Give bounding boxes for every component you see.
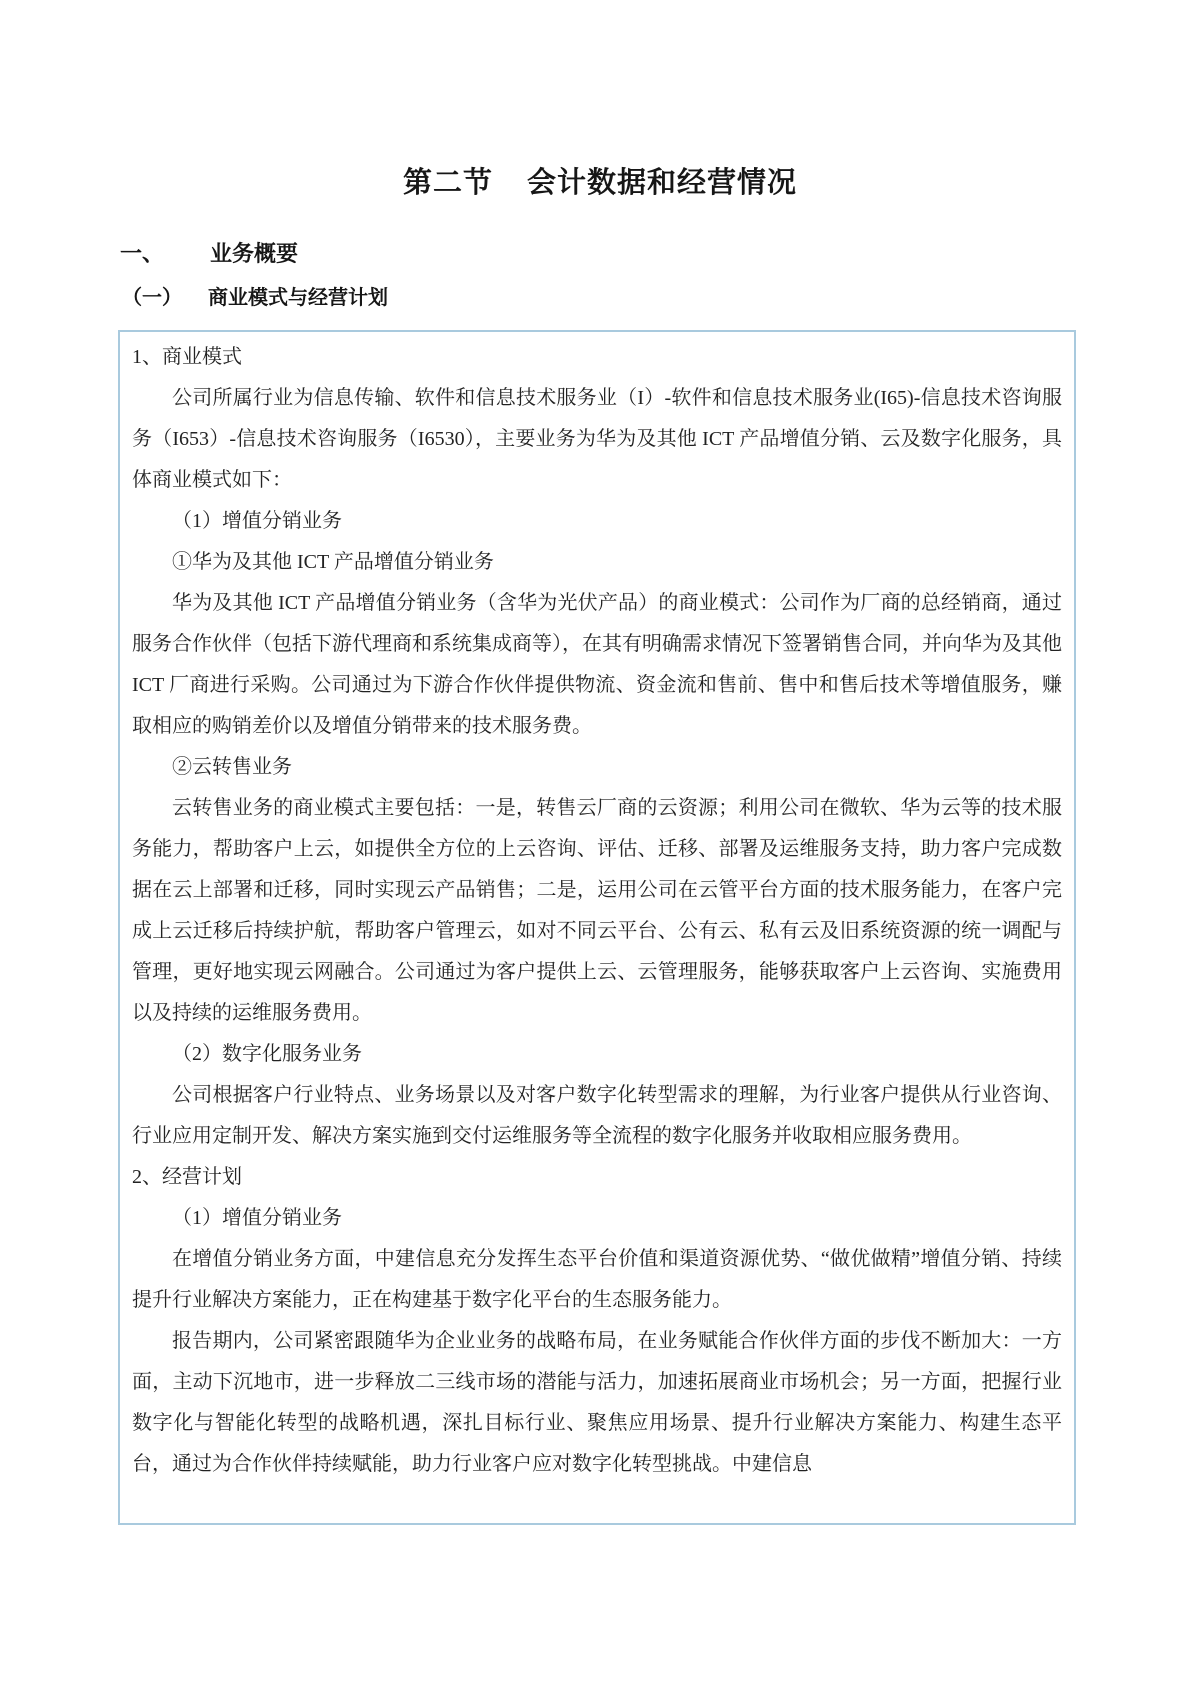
paragraph: （1）增值分销业务 <box>172 1207 342 1229</box>
heading-business-overview <box>120 237 298 268</box>
paragraph: 公司根据客户行业特点、业务场景以及对客户数字化转型需求的理解，为行业客户提供从行业咨询、行业应用定制开发、解决方案实施到交付运维服务等全流程的数字化服务并收取相应服务费用。 <box>132 1084 1062 1147</box>
paragraph: 公司所属行业为信息传输、软件和信息技术服务业（I）-软件和信息技术服务业(I65)-信息技术咨询服务（I653）-信息技术咨询服务（I6530），主要业务为华为及其他 ICT 产品增值分销、云及数字化服务，具体商业模式如下： <box>132 387 1062 491</box>
content-box <box>118 330 1076 1525</box>
section-title <box>0 160 1200 201</box>
heading-business-overview-label: 业务概要 <box>210 241 299 266</box>
section-title-number: 第二节 <box>402 167 493 199</box>
heading-business-model-plan-number: （一） <box>122 287 182 309</box>
paragraph: 2、经营计划 <box>132 1166 242 1188</box>
section-title-text: 会计数据和经营情况 <box>527 167 798 199</box>
paragraph: （1）增值分销业务 <box>172 510 342 532</box>
paragraph: （2）数字化服务业务 <box>172 1043 362 1065</box>
heading-business-model-plan <box>122 281 388 310</box>
heading-business-model-plan-label: 商业模式与经营计划 <box>208 287 388 309</box>
paragraph: 报告期内，公司紧密跟随华为企业业务的战略布局，在业务赋能合作伙伴方面的步伐不断加大：一方面，主动下沉地市，进一步释放二三线市场的潜能与活力，加速拓展商业市场机会；另一方面，把握行业数字化与智能化转型的战略机遇，深扎目标行业、聚焦应用场景、提升行业解决方案能力、构建生态平台，通过为合作伙伴持续赋能，助力行业客户应对数字化转型挑战。中建信息 <box>132 1330 1062 1475</box>
heading-business-overview-number: 一、 <box>120 241 165 266</box>
paragraph: ②云转售业务 <box>172 756 292 778</box>
paragraph: 云转售业务的商业模式主要包括：一是，转售云厂商的云资源；利用公司在微软、华为云等的技术服务能力，帮助客户上云，如提供全方位的上云咨询、评估、迁移、部署及运维服务支持，助力客户完成数据在云上部署和迁移，同时实现云产品销售；二是，运用公司在云管平台方面的技术服务能力，在客户完成上云迁移后持续护航，帮助客户管理云，如对不同云平台、公有云、私有云及旧系统资源的统一调配与管理，更好地实现云网融合。公司通过为客户提供上云、云管理服务，能够获取客户上云咨询、实施费用以及持续的运维服务费用。 <box>132 797 1062 1024</box>
paragraph: 华为及其他 ICT 产品增值分销业务（含华为光伏产品）的商业模式：公司作为厂商的总经销商，通过服务合作伙伴（包括下游代理商和系统集成商等），在其有明确需求情况下签署销售合同，并向华为及其他 ICT 厂商进行采购。公司通过为下游合作伙伴提供物流、资金流和售前、售中和售后技术等增值服务，赚取相应的购销差价以及增值分销带来的技术服务费。 <box>132 592 1062 737</box>
paragraph: ①华为及其他 ICT 产品增值分销业务 <box>172 551 494 573</box>
paragraph: 在增值分销业务方面，中建信息充分发挥生态平台价值和渠道资源优势、“做优做精”增值分销、持续提升行业解决方案能力，正在构建基于数字化平台的生态服务能力。 <box>132 1248 1062 1311</box>
paragraph: 1、商业模式 <box>132 346 242 368</box>
